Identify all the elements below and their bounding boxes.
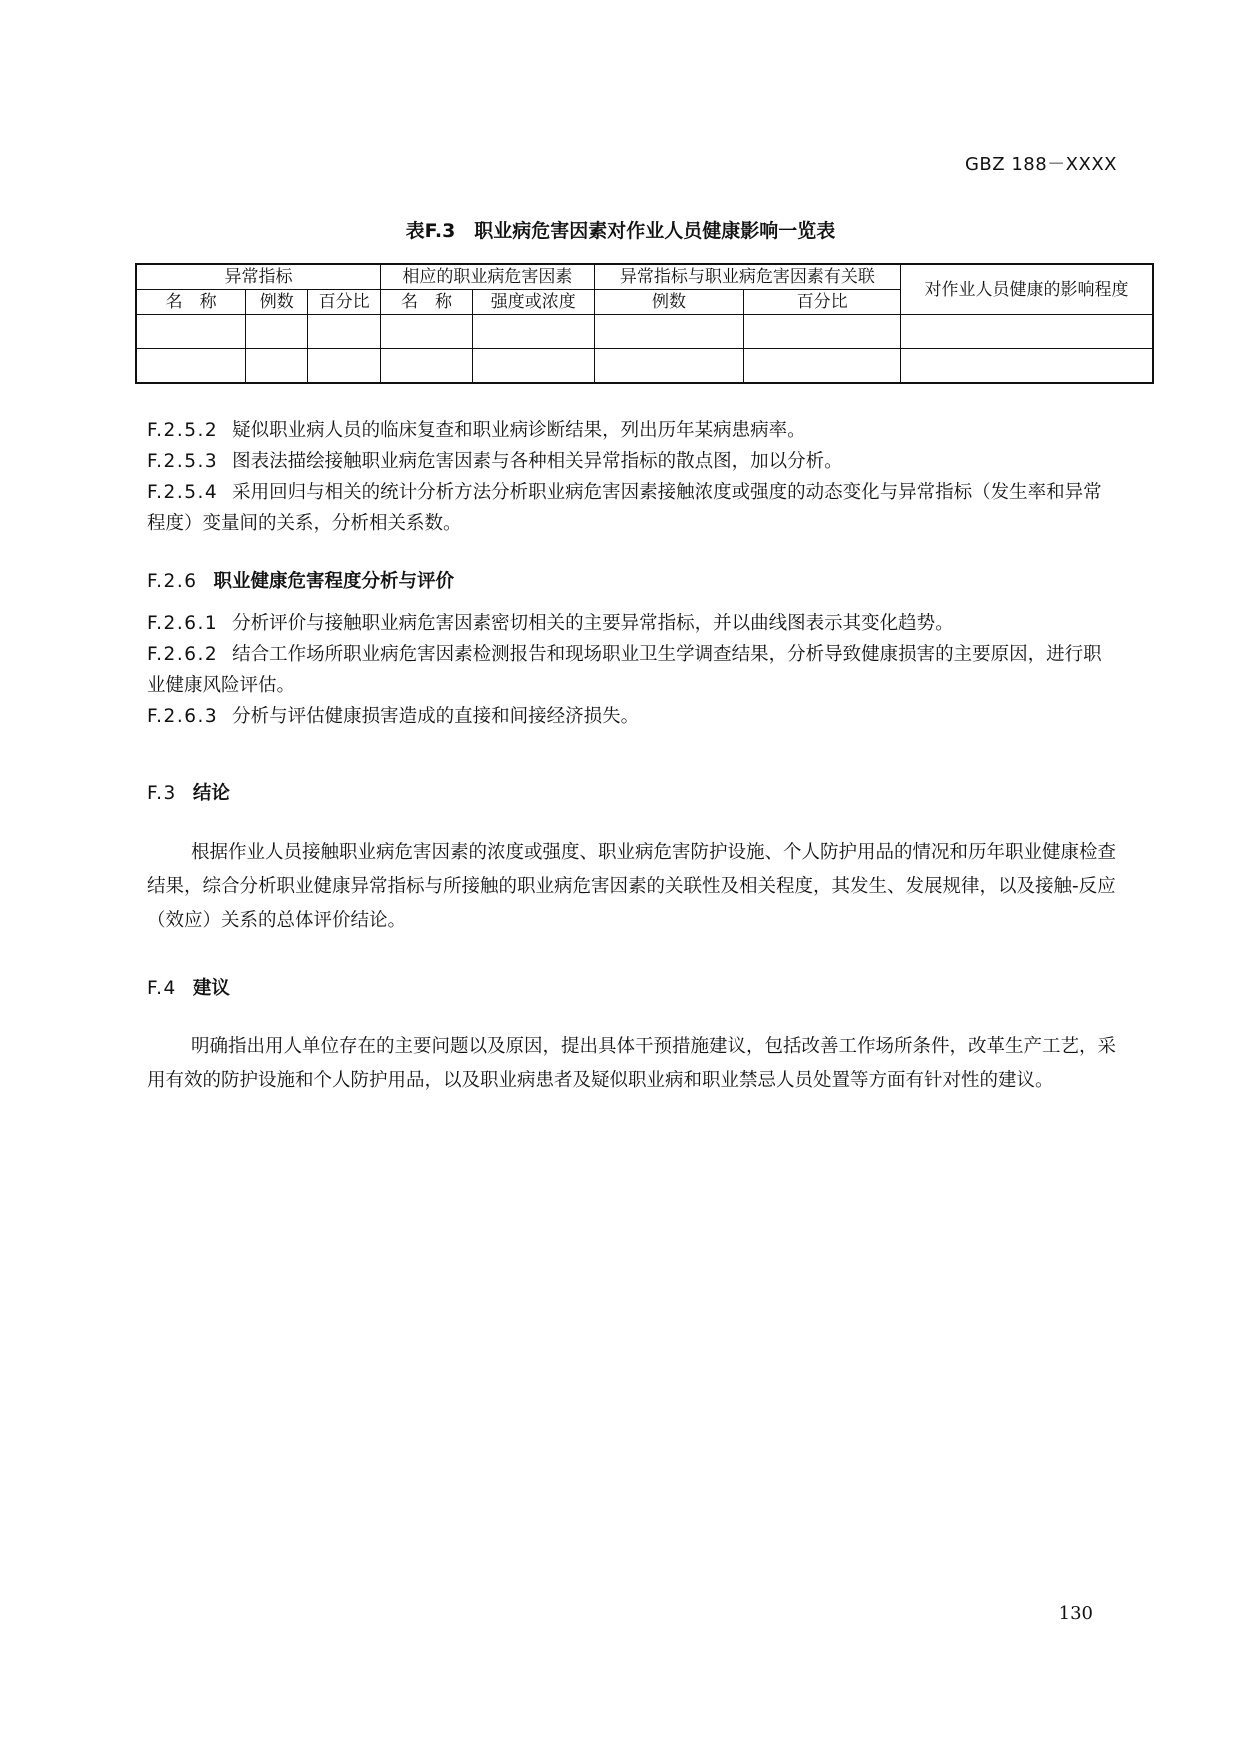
clause-f262 bbox=[147, 639, 1119, 701]
recommendation-paragraph: 明确指出用人单位存在的主要问题以及原因，提出具体干预措施建议，包括改善工作场所条件，改革生产工艺，采用有效的防护设施和个人防护用品，以及职业病患者及疑似职业病和职业禁忌人员处置等方面有针对性的建议。 bbox=[147, 1036, 1117, 1091]
subheader-related-cases: 例数 bbox=[594, 290, 744, 315]
header-hazard-factors: 相应的职业病危害因素 bbox=[381, 264, 595, 290]
heading-text: 职业健康危害程度分析与评价 bbox=[213, 571, 454, 592]
clause-text: 结合工作场所职业病危害因素检测报告和现场职业卫生学调查结果，分析导致健康损害的主要原因，进行职业健康风险评估。 bbox=[147, 644, 1102, 696]
subheader-name: 名 称 bbox=[136, 290, 246, 315]
heading-number: F.3 bbox=[147, 783, 177, 804]
header-correlation: 异常指标与职业病危害因素有关联 bbox=[594, 264, 900, 290]
clause-number: F.2.5.4 bbox=[147, 482, 219, 503]
heading-number: F.2.6 bbox=[147, 571, 198, 592]
clause-text: 图表法描绘接触职业病危害因素与各种相关异常指标的散点图，加以分析。 bbox=[232, 451, 843, 472]
heading-f3 bbox=[147, 778, 1119, 809]
subheader-cases: 例数 bbox=[246, 290, 308, 315]
heading-text: 结论 bbox=[192, 783, 230, 804]
clause-number: F.2.6.1 bbox=[147, 613, 219, 634]
clause-text: 分析评价与接触职业病危害因素密切相关的主要异常指标，并以曲线图表示其变化趋势。 bbox=[232, 613, 954, 634]
clause-f253 bbox=[147, 446, 1119, 477]
heading-text: 建议 bbox=[192, 978, 230, 999]
table-title: 表F.3 职业病危害因素对作业人员健康影响一览表 bbox=[405, 220, 836, 242]
subheader-intensity: 强度或浓度 bbox=[472, 290, 594, 315]
clause-f263 bbox=[147, 701, 1119, 732]
subheader-related-percentage: 百分比 bbox=[744, 290, 901, 315]
health-impact-table bbox=[135, 263, 1154, 384]
clause-f252 bbox=[147, 415, 1119, 446]
page-number: 130 bbox=[1058, 1603, 1093, 1624]
table-row bbox=[136, 349, 1153, 384]
clause-text: 疑似职业病人员的临床复查和职业病诊断结果，列出历年某病患病率。 bbox=[232, 420, 806, 441]
document-code: GBZ 188－XXXX bbox=[964, 154, 1117, 175]
header-health-impact: 对作业人员健康的影响程度 bbox=[901, 264, 1154, 315]
conclusion-paragraph: 根据作业人员接触职业病危害因素的浓度或强度、职业病危害防护设施、个人防护用品的情况和历年职业健康检查结果，综合分析职业健康异常指标与所接触的职业病危害因素的关联性及相关程度，其发生、发展规律，以及接触-反应（效应）关系的总体评价结论。 bbox=[147, 842, 1117, 931]
clause-number: F.2.5.3 bbox=[147, 451, 219, 472]
subheader-factor-name: 名 称 bbox=[381, 290, 473, 315]
heading-f26 bbox=[147, 566, 1119, 597]
heading-number: F.4 bbox=[147, 978, 177, 999]
heading-f4 bbox=[147, 973, 1119, 1004]
header-abnormal-indicators: 异常指标 bbox=[136, 264, 381, 290]
clause-number: F.2.6.2 bbox=[147, 644, 219, 665]
table-header-row bbox=[136, 264, 1153, 290]
clause-f254 bbox=[147, 477, 1119, 539]
clause-f261 bbox=[147, 608, 1119, 639]
table-row bbox=[136, 315, 1153, 349]
subheader-percentage: 百分比 bbox=[308, 290, 381, 315]
clause-text: 采用回归与相关的统计分析方法分析职业病危害因素接触浓度或强度的动态变化与异常指标（发生率和异常程度）变量间的关系，分析相关系数。 bbox=[147, 482, 1102, 534]
clause-text: 分析与评估健康损害造成的直接和间接经济损失。 bbox=[232, 706, 640, 727]
clause-number: F.2.5.2 bbox=[147, 420, 219, 441]
clause-number: F.2.6.3 bbox=[147, 706, 219, 727]
